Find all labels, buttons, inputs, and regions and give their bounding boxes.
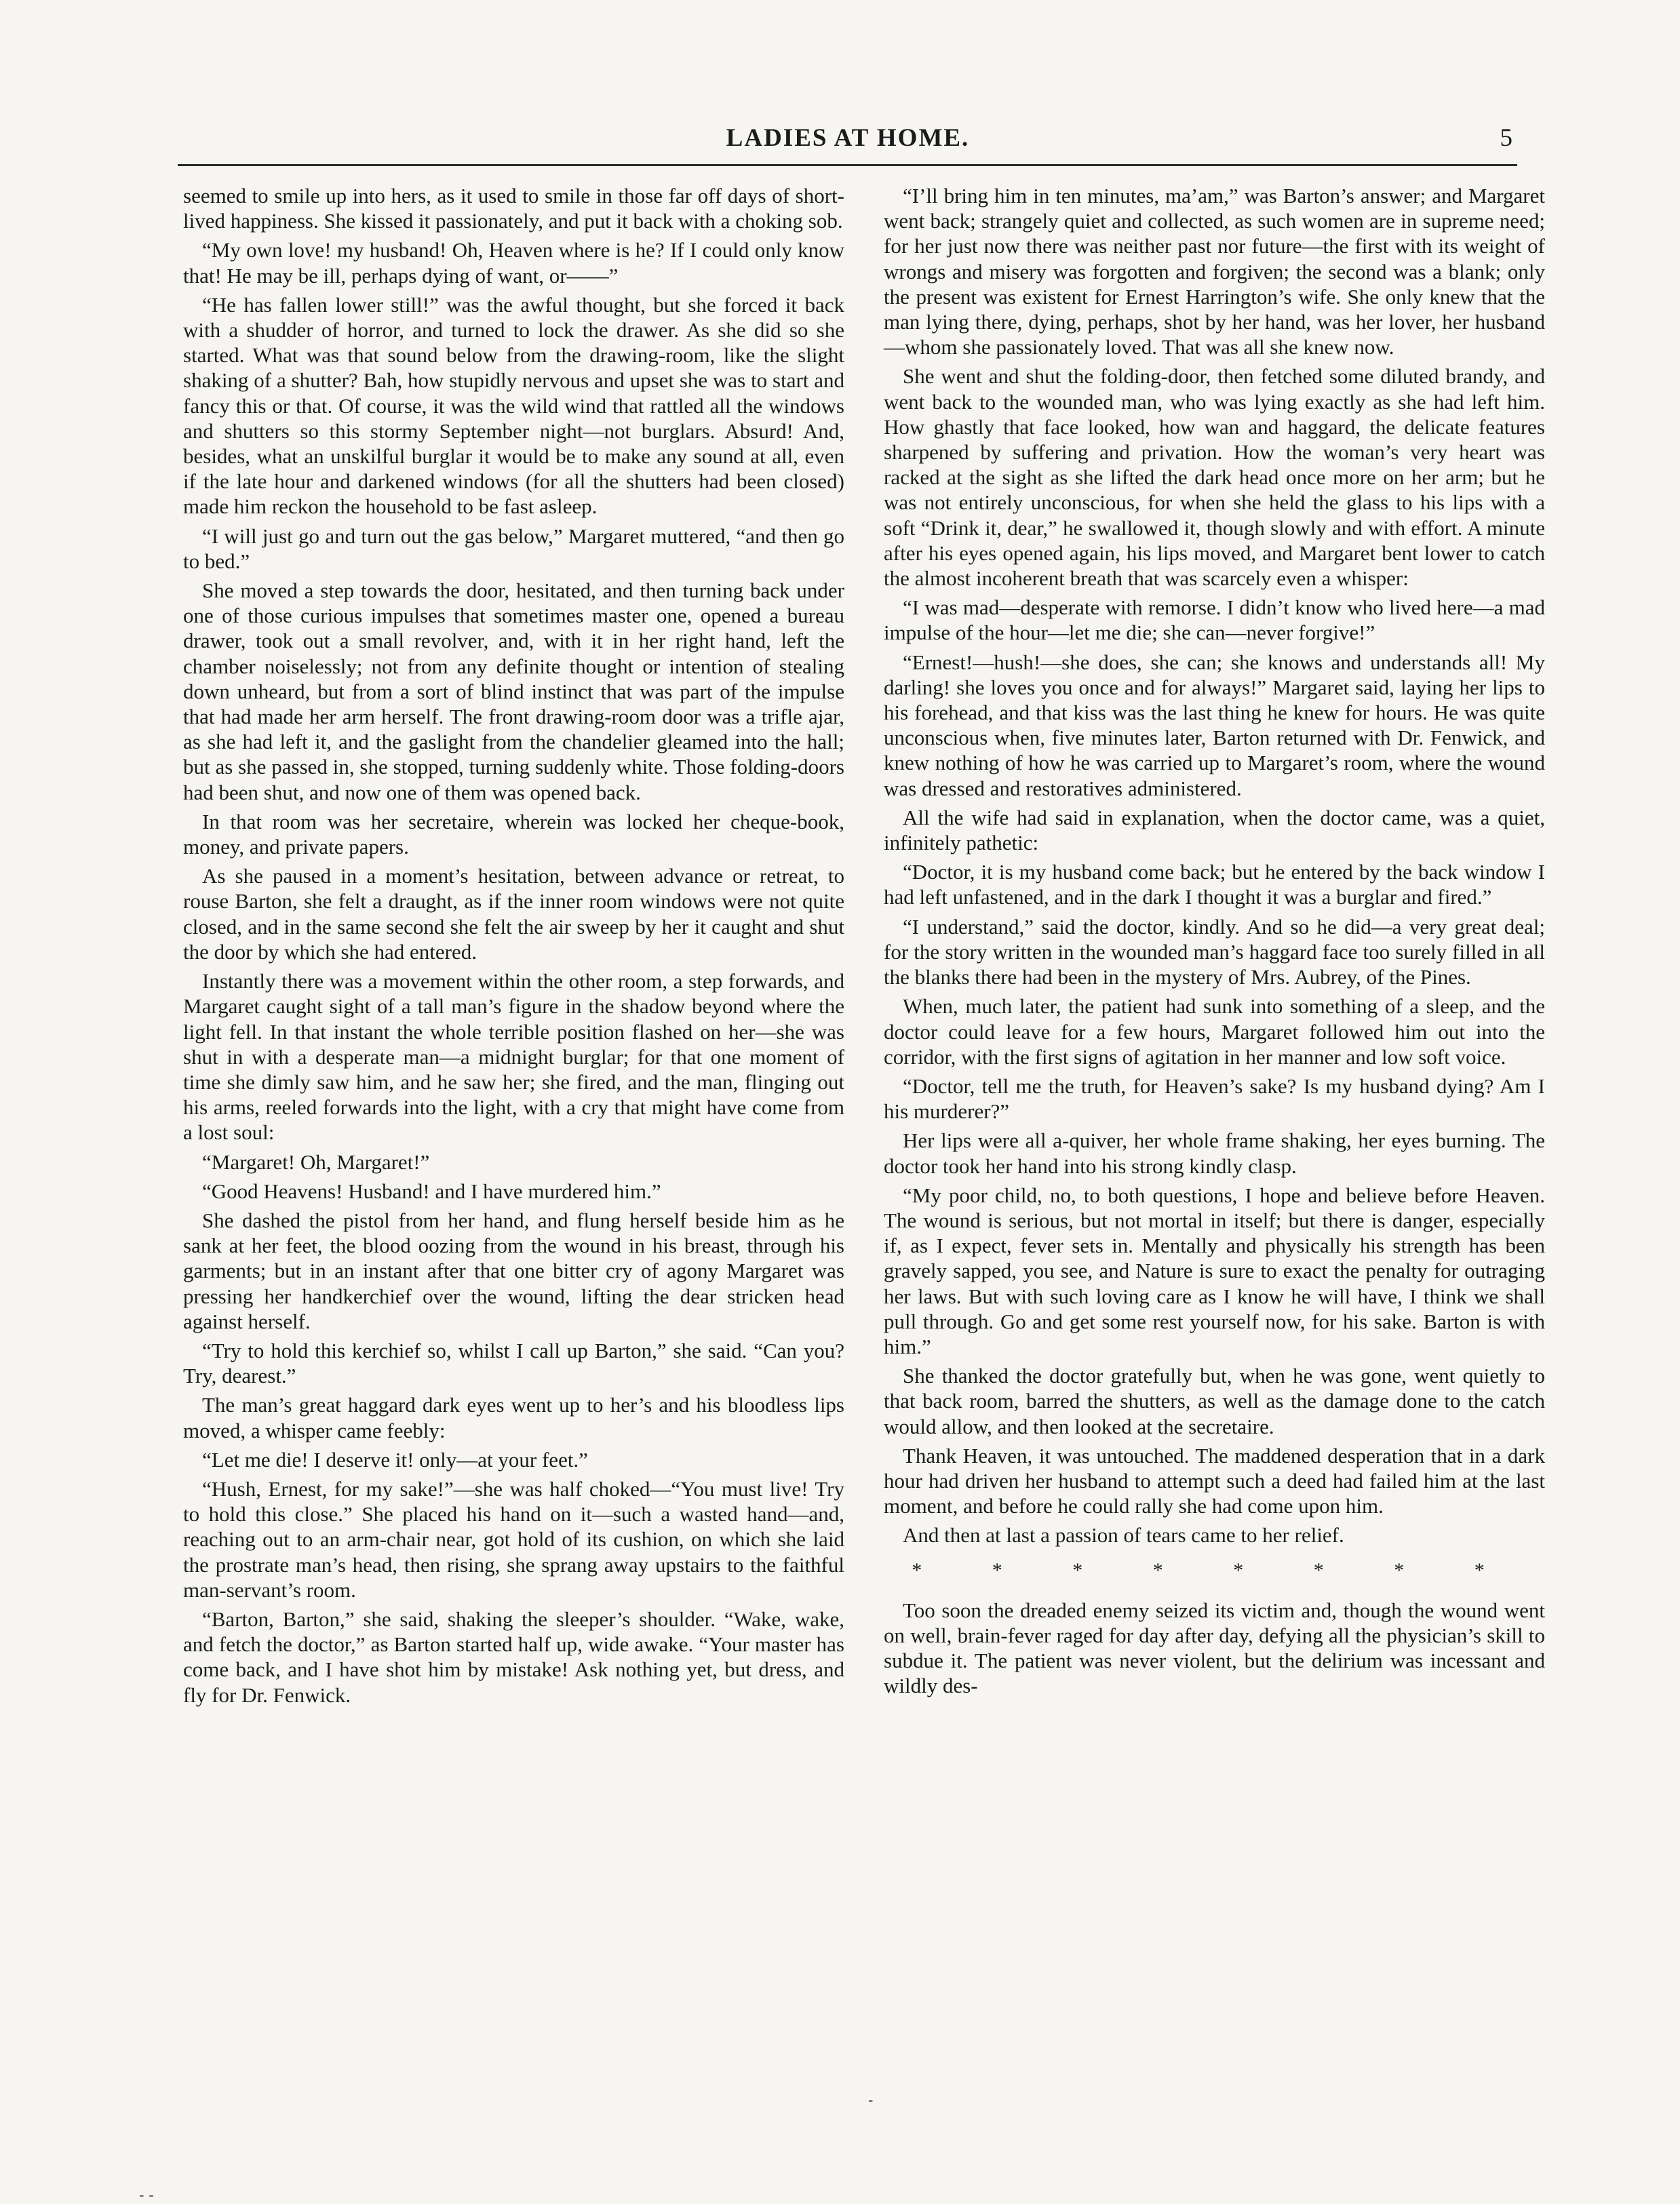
section-separator: * * * * * * * * bbox=[912, 1558, 1517, 1581]
paragraph: Thank Heaven, it was untouched. The maddened desperation that in a dark hour had driven her husband to attempt such a deed had failed him at the last moment, and before he could rally she had come upon him. bbox=[884, 1443, 1545, 1518]
paragraph: All the wife had said in explanation, when the doctor came, was a quiet, infinitely pathetic: bbox=[884, 805, 1545, 855]
paragraph: “Doctor, tell me the truth, for Heaven’s sake? Is my husband dying? Am I his murderer?” bbox=[884, 1074, 1545, 1124]
paragraph: “I’ll bring him in ten minutes, ma’am,” was Barton’s answer; and Margaret went back; strangely quiet and collected, as such women are in supreme need; for her just now there was neither past nor future—the first with its weight of wrongs and misery was forgotten and forgiven; the second was a blank; only the present was existent for Ernest Harrington’s wife. She only knew that the man lying there, dying, perhaps, shot by her hand, was her lover, her husband—whom she passionately loved. That was all she knew now. bbox=[884, 184, 1545, 359]
paragraph: “My poor child, no, to both questions, I hope and believe before Heaven. The wound is serious, but not mortal in itself; but there is danger, especially if, as I expect, fever sets in. Mentally and physically his strength has been gravely sapped, you see, and Nature is sure to exact the penalty for outraging her laws. But with such loving care as I know he will have, I think we shall pull through. Go and get some rest yourself now, for his sake. Barton is with him.” bbox=[884, 1183, 1545, 1358]
paragraph: As she paused in a moment’s hesitation, between advance or retreat, to rouse Barton, she felt a draught, as if the inner room windows were not quite closed, and in the same second she felt the air sweep by her it caught and shut the door by which she had entered. bbox=[183, 864, 844, 964]
paragraph: “Hush, Ernest, for my sake!”—she was half choked—“You must live! Try to hold this close.” She placed his hand on it—such a wasted hand—and, reaching out to an arm-chair near, got hold of its cushion, on which she laid the prostrate man’s head, then rising, she sprang away upstairs to the faithful man-servant’s room. bbox=[183, 1476, 844, 1602]
paragraph: “I understand,” said the doctor, kindly. And so he did—a very great deal; for the story written in the wounded man’s haggard face too surely filled in all the blanks there had been in the mystery of Mrs. Aubrey, of the Pines. bbox=[884, 914, 1545, 989]
paragraph: “Margaret! Oh, Margaret!” bbox=[202, 1149, 430, 1174]
paragraph: She thanked the doctor gratefully but, when he was gone, went quietly to that back room, barred the shutters, as well as the damage done to the catch would allow, and then looked at the secretaire. bbox=[884, 1364, 1545, 1438]
paragraph: When, much later, the patient had sunk into something of a sleep, and the doctor could leave for a few hours, Margaret followed him out into the corridor, with the first signs of agitation in her manner and low soft voice. bbox=[884, 994, 1545, 1069]
left-column bbox=[183, 183, 844, 1712]
print-speck: - bbox=[868, 2092, 874, 2109]
paragraph: “Barton, Barton,” she said, shaking the sleeper’s shoulder. “Wake, wake, and fetch the doctor,” as Barton started half up, wide awake. “Your master has come back, and I have shot him by mistake! Ask nothing yet, but dress, and fly for Dr. Fenwick. bbox=[183, 1607, 844, 1707]
print-speck: - - bbox=[139, 2187, 154, 2204]
paragraph: Her lips were all a-quiver, her whole frame shaking, her eyes burning. The doctor took her hand into his strong kindly clasp. bbox=[884, 1128, 1545, 1178]
paragraph: “Good Heavens! Husband! and I have murdered him.” bbox=[202, 1179, 661, 1203]
paragraph: She went and shut the folding-door, then fetched some diluted brandy, and went back to the wounded man, who was lying exactly as she had left him. How ghastly that face looked, how wan and haggard, the delicate features sharpened by suffering and privation. How the woman’s very heart was racked at the sight as she lifted the dark head once more on her arm; but he was not entirely unconscious, for when she held the glass to his lips with a soft “Drink it, dear,” he swallowed it, though slowly and with effort. A minute after his eyes opened again, his lips moved, and Margaret bent lower to catch the almost incoherent breath that was scarcely even a whisper: bbox=[884, 364, 1545, 591]
paragraph: Instantly there was a movement within the other room, a step forwards, and Margaret caught sight of a tall man’s figure in the shadow beyond where the light fell. In that instant the whole terrible position flashed on her—she was shut in with a desperate man—a midnight burglar; for that one moment of time she dimly saw him, and he saw her; she fired, and the man, flinging out his arms, reeled forwards into the light, with a cry that might have come from a lost soul: bbox=[183, 969, 844, 1145]
paragraph: “My own love! my husband! Oh, Heaven where is he? If I could only know that! He may be ill, perhaps dying of want, or——” bbox=[183, 238, 844, 288]
paragraph: “Doctor, it is my husband come back; but he entered by the back window I had left unfastened, and in the dark I thought it was a burglar and fired.” bbox=[884, 860, 1545, 909]
paragraph: Too soon the dreaded enemy seized its victim and, though the wound went on well, brain-fever raged for day after day, defying all the physician’s skill to subdue it. The patient was never violent, but the delirium was incessant and wildly des- bbox=[884, 1598, 1545, 1698]
page-number: 5 bbox=[1500, 124, 1512, 152]
paragraph: seemed to smile up into hers, as it used to smile in those far off days of short-lived happiness. She kissed it passionately, and put it back with a choking sob. bbox=[183, 184, 844, 233]
paragraph: She moved a step towards the door, hesitated, and then turning back under one of those curious impulses that sometimes master one, opened a bureau drawer, took out a small revolver, and, with it in her right hand, left the chamber noiselessly; not from any definite thought or intention of stealing down unheard, but from a sort of blind instinct that was part of the impulse that had made her arm herself. The front drawing-room door was a trifle ajar, as she had left it, and the gaslight from the chandelier gleamed into the hall; but as she passed in, she stopped, turning suddenly white. Those folding-doors had been shut, and now one of them was opened back. bbox=[183, 578, 844, 804]
paragraph: “Ernest!—hush!—she does, she can; she knows and understands all! My darling! she loves you once and for always!” Margaret said, laying her lips to his forehead, and that kiss was the last thing he knew for hours. He was quite unconscious when, five minutes later, Barton returned with Dr. Fenwick, and knew nothing of how he was carried up to Margaret’s room, where the wound was dressed and restoratives administered. bbox=[884, 650, 1545, 800]
paragraph: “Try to hold this kerchief so, whilst I call up Barton,” she said. “Can you? Try, dearest.” bbox=[183, 1338, 844, 1388]
page-header bbox=[183, 123, 1512, 164]
paragraph: “He has fallen lower still!” was the awful thought, but she forced it back with a shudder of horror, and turned to lock the drawer. As she did so she started. What was that sound below from the drawing-room, like the slight shaking of a shutter? Bah, how stupidly nervous and upset she was to start and fancy this or that. Of course, it was the wild wind that rattled all the windows and shutters so this stormy September night—not burglars. Absurd! And, besides, what an unskilful burglar it would be to make any sound at all, even if the late hour and darkened windows (for all the shutters had been closed) made him reckon the household to be fast asleep. bbox=[183, 292, 844, 519]
right-column bbox=[884, 183, 1545, 1703]
paragraph: The man’s great haggard dark eyes went up to her’s and his bloodless lips moved, a whisper came feebly: bbox=[183, 1393, 844, 1442]
paragraph: “Let me die! I deserve it! only—at your feet.” bbox=[202, 1447, 588, 1472]
paragraph: In that room was her secretaire, wherein was locked her cheque-book, money, and private papers. bbox=[183, 809, 844, 859]
paragraph: “I will just go and turn out the gas below,” Margaret muttered, “and then go to bed.” bbox=[183, 524, 844, 573]
header-rule bbox=[178, 164, 1517, 166]
running-title: LADIES AT HOME. bbox=[726, 124, 970, 152]
paragraph: She dashed the pistol from her hand, and flung herself beside him as he sank at her feet, the blood oozing from the wound in his breast, through his garments; but in an instant after that one bitter cry of agony Margaret was pressing her handkerchief over the wound, lifting the dear stricken head against herself. bbox=[183, 1208, 844, 1333]
paragraph: And then at last a passion of tears came to her relief. bbox=[903, 1523, 1344, 1548]
paragraph: “I was mad—desperate with remorse. I didn’t know who lived here—a mad impulse of the hour—let me die; she can—never forgive!” bbox=[884, 595, 1545, 645]
